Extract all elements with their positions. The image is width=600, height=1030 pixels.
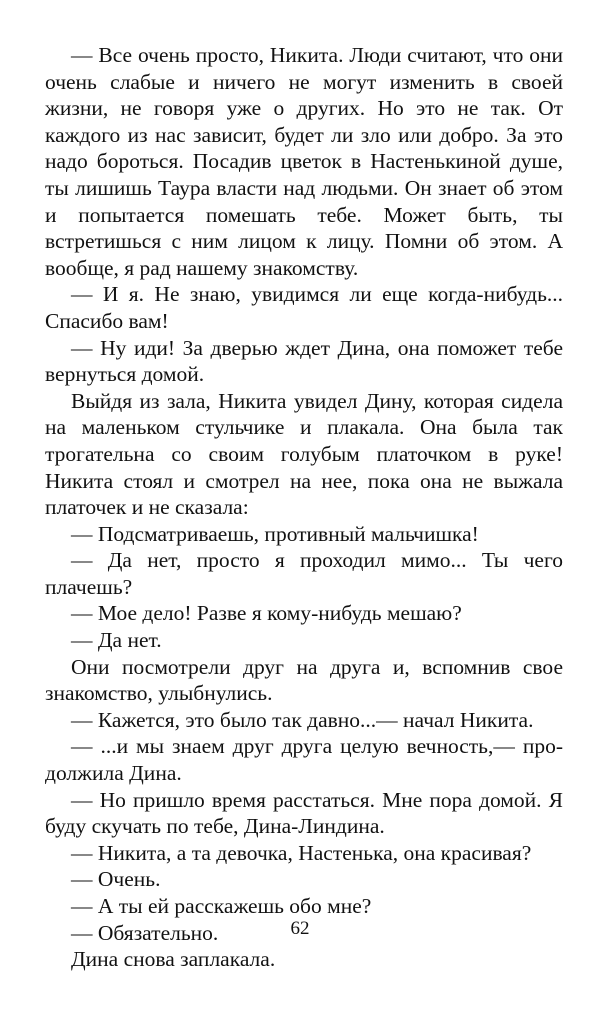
paragraph: — Кажется, это было так давно...— начал Никита. [71, 707, 534, 732]
paragraph: — Очень. [71, 867, 161, 892]
page-text [45, 42, 563, 973]
paragraph: Выйдя из зала, Никита увидел Дину, которая сидела на маленьком стульчике и плакала. Она была так трогательна со своим голубым платочком в руке! Никита стоял и смотрел на нее, пока она не выжала платочек и не сказала: [45, 388, 563, 520]
paragraph: — Да нет, просто я проходил мимо... Ты чего плачешь? [45, 548, 563, 599]
paragraph: Дина снова заплакала. [71, 947, 276, 972]
paragraph: — И я. Не знаю, увидимся ли еще когда-нибудь... Спасибо вам! [45, 282, 563, 333]
paragraph: — Мое дело! Разве я кому-нибудь мешаю? [71, 601, 462, 626]
paragraph: — А ты ей расскажешь обо мне? [71, 894, 372, 918]
paragraph: — ...и мы знаем друг друга целую вечность,— продолжила Дина. [45, 734, 563, 786]
paragraph: — Никита, а та девочка, Настенька, она красивая? [71, 840, 532, 865]
paragraph: — Ну иди! За дверью ждет Дина, она поможет тебе вернуться домой. [45, 335, 563, 387]
paragraph: — Но пришло время расстаться. Мне пора домой. Я буду скучать по тебе, Дина-Линдина. [45, 787, 563, 839]
page-number: 62 [290, 918, 310, 939]
paragraph: — Все очень просто, Никита. Люди считают, что они очень слабые и ничего не могут изменить в своей жизни, не говоря уже о других. Но это не так. От каждого из нас зависит, будет ли зло или добро. За это надо бороться. Посадив цветок в Настенькиной душе, ты лишишь Таура власти над людьми. Он знает об этом и попытается помешать тебе. Может быть, ты встретишься с ним лицом к лицу. Помни об этом. А вообще, я рад нашему знакомству. [45, 43, 563, 280]
paragraph: — Обязательно. [71, 920, 219, 945]
paragraph: — Да нет. [71, 628, 162, 653]
paragraph: — Подсматриваешь, противный мальчишка! [71, 521, 479, 546]
paragraph: Они посмотрели друг на друга и, вспомнив свое знакомство, улыбнулись. [45, 654, 563, 706]
